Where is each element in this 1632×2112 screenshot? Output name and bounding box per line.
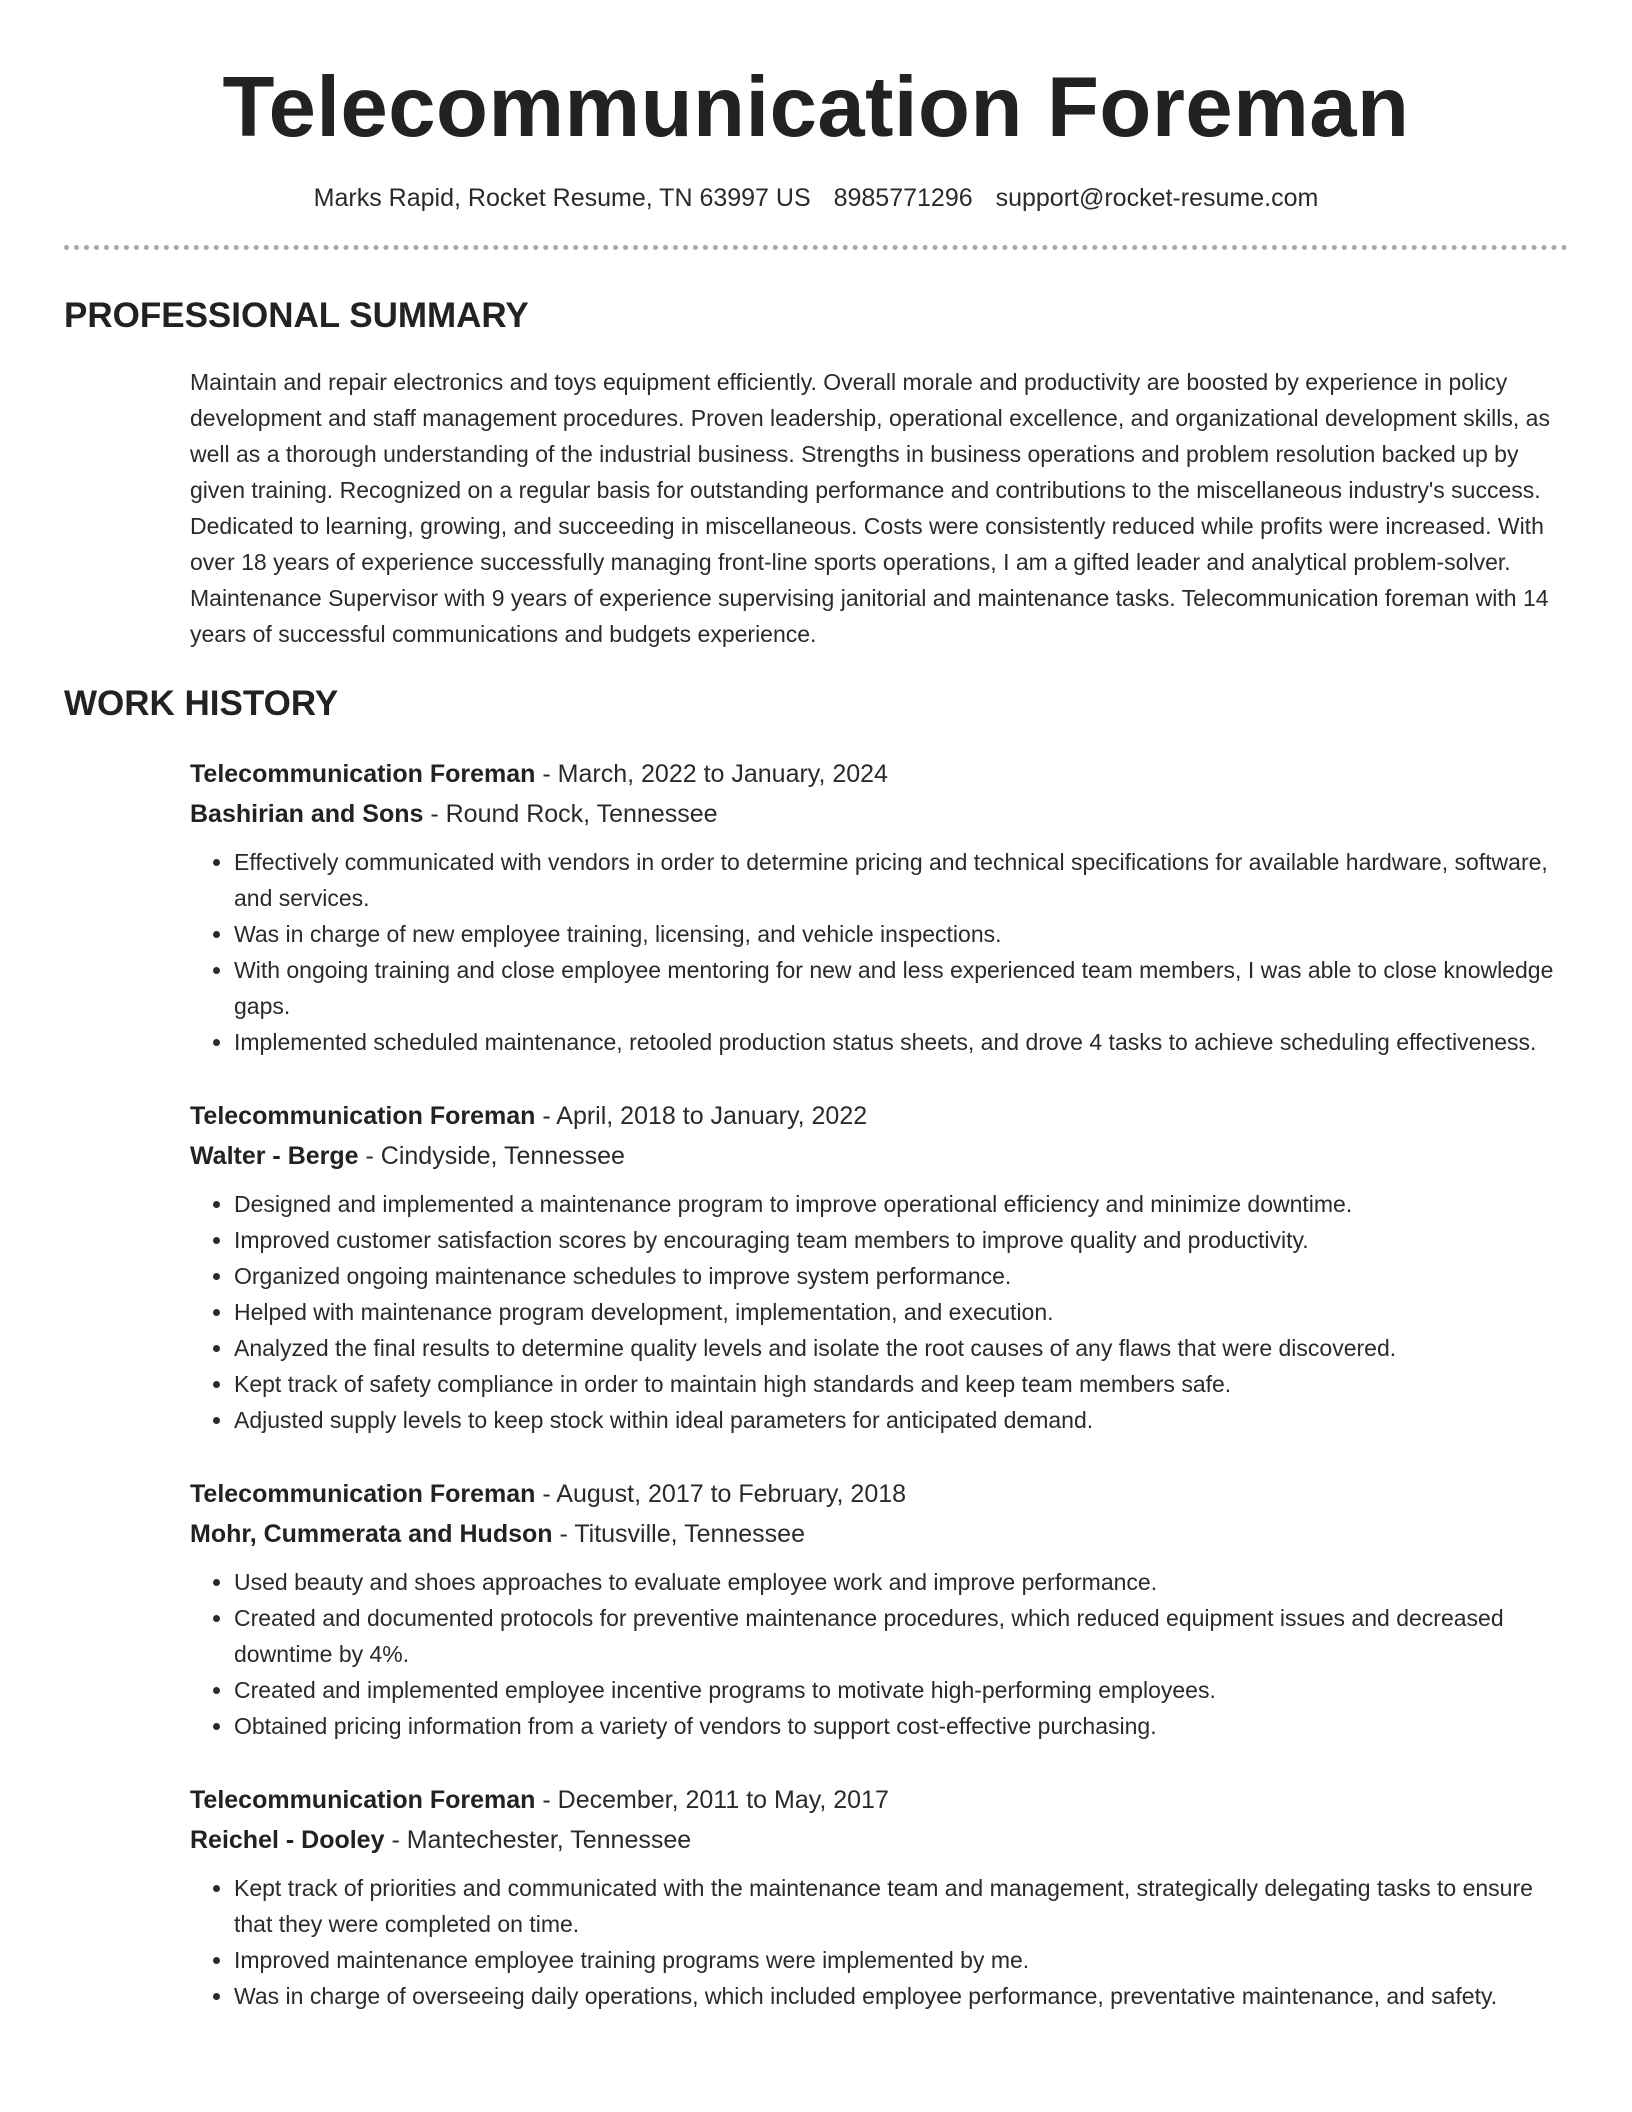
job-role: Telecommunication Foreman: [190, 1102, 536, 1130]
bullet-item: • With ongoing training and close employee mentoring for new and less experienced team members, I was able to close knowledge gaps.: [234, 952, 1568, 1024]
job-dates: December, 2011 to May, 2017: [557, 1786, 889, 1814]
job-company: Mohr, Cummerata and Hudson: [190, 1520, 553, 1548]
job-entry: [190, 1474, 1568, 1744]
job-location: Cindyside, Tennessee: [380, 1142, 625, 1170]
bullet-item: • Helped with maintenance program development, implementation, and execution.: [234, 1294, 1568, 1330]
job-bullets: [190, 844, 1568, 1060]
job-location: Round Rock, Tennessee: [445, 800, 718, 828]
job-role: Telecommunication Foreman: [190, 1480, 536, 1508]
job-role: Telecommunication Foreman: [190, 1786, 536, 1814]
bullet-item: • Improved maintenance employee training programs were implemented by me.: [234, 1942, 1568, 1978]
job-bullets: [190, 1186, 1568, 1438]
job-entry: [190, 1780, 1568, 2014]
job-company-line: [190, 1820, 1568, 1860]
job-company-line: [190, 1136, 1568, 1176]
bullet-item: • Effectively communicated with vendors in order to determine pricing and technical specifications for available hardware, software, and services.: [234, 844, 1568, 916]
separator: -: [358, 1142, 381, 1170]
bullet-item: • Created and implemented employee incentive programs to motivate high-performing employees.: [234, 1672, 1568, 1708]
separator: -: [535, 760, 558, 788]
bullet-item: • Kept track of priorities and communicated with the maintenance team and management, strategically delegating tasks to ensure that they were completed on time.: [234, 1870, 1568, 1942]
job-company: Reichel - Dooley: [190, 1826, 385, 1854]
bullet-item: • Improved customer satisfaction scores by encouraging team members to improve quality and productivity.: [234, 1222, 1568, 1258]
resume-page: [64, 0, 1568, 2014]
job-title-line: [190, 754, 1568, 794]
job-location: Titusville, Tennessee: [574, 1520, 805, 1548]
job-dates: August, 2017 to February, 2018: [556, 1480, 907, 1508]
bullet-item: • Used beauty and shoes approaches to evaluate employee work and improve performance.: [234, 1564, 1568, 1600]
contact-address: Marks Rapid, Rocket Resume, TN 63997 US: [313, 184, 811, 212]
separator: -: [552, 1520, 575, 1548]
separator: -: [535, 1480, 557, 1508]
job-company-line: [190, 794, 1568, 834]
bullet-item: • Designed and implemented a maintenance program to improve operational efficiency and minimize downtime.: [234, 1186, 1568, 1222]
separator: -: [535, 1102, 557, 1130]
job-title-line: [190, 1096, 1568, 1136]
summary-heading: PROFESSIONAL SUMMARY: [64, 296, 529, 335]
resume-header: [64, 58, 1568, 250]
job-entry: [190, 754, 1568, 1060]
job-company: Walter - Berge: [190, 1142, 359, 1170]
bullet-item: • Adjusted supply levels to keep stock within ideal parameters for anticipated demand.: [234, 1402, 1568, 1438]
bullet-item: • Implemented scheduled maintenance, retooled production status sheets, and drove 4 tasks to achieve scheduling effectiveness.: [234, 1024, 1568, 1060]
job-title-line: [190, 1474, 1568, 1514]
candidate-name: Telecommunication Foreman: [222, 60, 1410, 155]
bullet-item: • Obtained pricing information from a variety of vendors to support cost-effective purchasing.: [234, 1708, 1568, 1744]
job-dates: April, 2018 to January, 2022: [556, 1102, 868, 1130]
professional-summary-section: [64, 294, 1568, 652]
bullet-item: • Created and documented protocols for preventive maintenance procedures, which reduced equipment issues and decreased downtime by 4%.: [234, 1600, 1568, 1672]
job-entry: [190, 1096, 1568, 1438]
contact-phone: 8985771296: [833, 184, 973, 212]
bullet-item: • Was in charge of new employee training, licensing, and vehicle inspections.: [234, 916, 1568, 952]
job-company: Bashirian and Sons: [190, 800, 424, 828]
job-dates: March, 2022 to January, 2024: [557, 760, 888, 788]
bullet-item: • Organized ongoing maintenance schedules to improve system performance.: [234, 1258, 1568, 1294]
contact-line: [64, 182, 1568, 214]
work-history-heading: WORK HISTORY: [64, 684, 339, 723]
header-divider: [64, 245, 1568, 250]
bullet-item: • Kept track of safety compliance in order to maintain high standards and keep team members safe.: [234, 1366, 1568, 1402]
job-location: Mantechester, Tennessee: [406, 1826, 692, 1854]
contact-email: support@rocket-resume.com: [995, 184, 1319, 212]
separator: -: [423, 800, 446, 828]
job-title-line: [190, 1780, 1568, 1820]
job-company-line: [190, 1514, 1568, 1554]
summary-text: Maintain and repair electronics and toys equipment efficiently. Overall morale and productivity are boosted by experience in policy development and staff management procedures. Proven leadership, operational excellence, and organizational development skills, as well as a thorough understanding of the industrial business. Strengths in business operations and problem resolution backed up by given training. Recognized on a regular basis for outstanding performance and contributions to the miscellaneous industry's success. Dedicated to learning, growing, and succeeding in miscellaneous. Costs were consistently reduced while profits were increased. With over 18 years of experience successfully managing front-line sports operations, I am a gifted leader and analytical problem-solver. Maintenance Supervisor with 9 years of experience supervising janitorial and maintenance tasks. Telecommunication foreman with 14 years of successful communications and budgets experience.: [190, 369, 1550, 647]
bullet-item: • Was in charge of overseeing daily operations, which included employee performance, preventative maintenance, and safety.: [234, 1978, 1568, 2014]
work-history-section: [64, 682, 1568, 2014]
separator: -: [535, 1786, 558, 1814]
bullet-item: • Analyzed the final results to determine quality levels and isolate the root causes of any flaws that were discovered.: [234, 1330, 1568, 1366]
job-role: Telecommunication Foreman: [190, 760, 536, 788]
separator: -: [384, 1826, 407, 1854]
job-bullets: [190, 1564, 1568, 1744]
job-bullets: [190, 1870, 1568, 2014]
